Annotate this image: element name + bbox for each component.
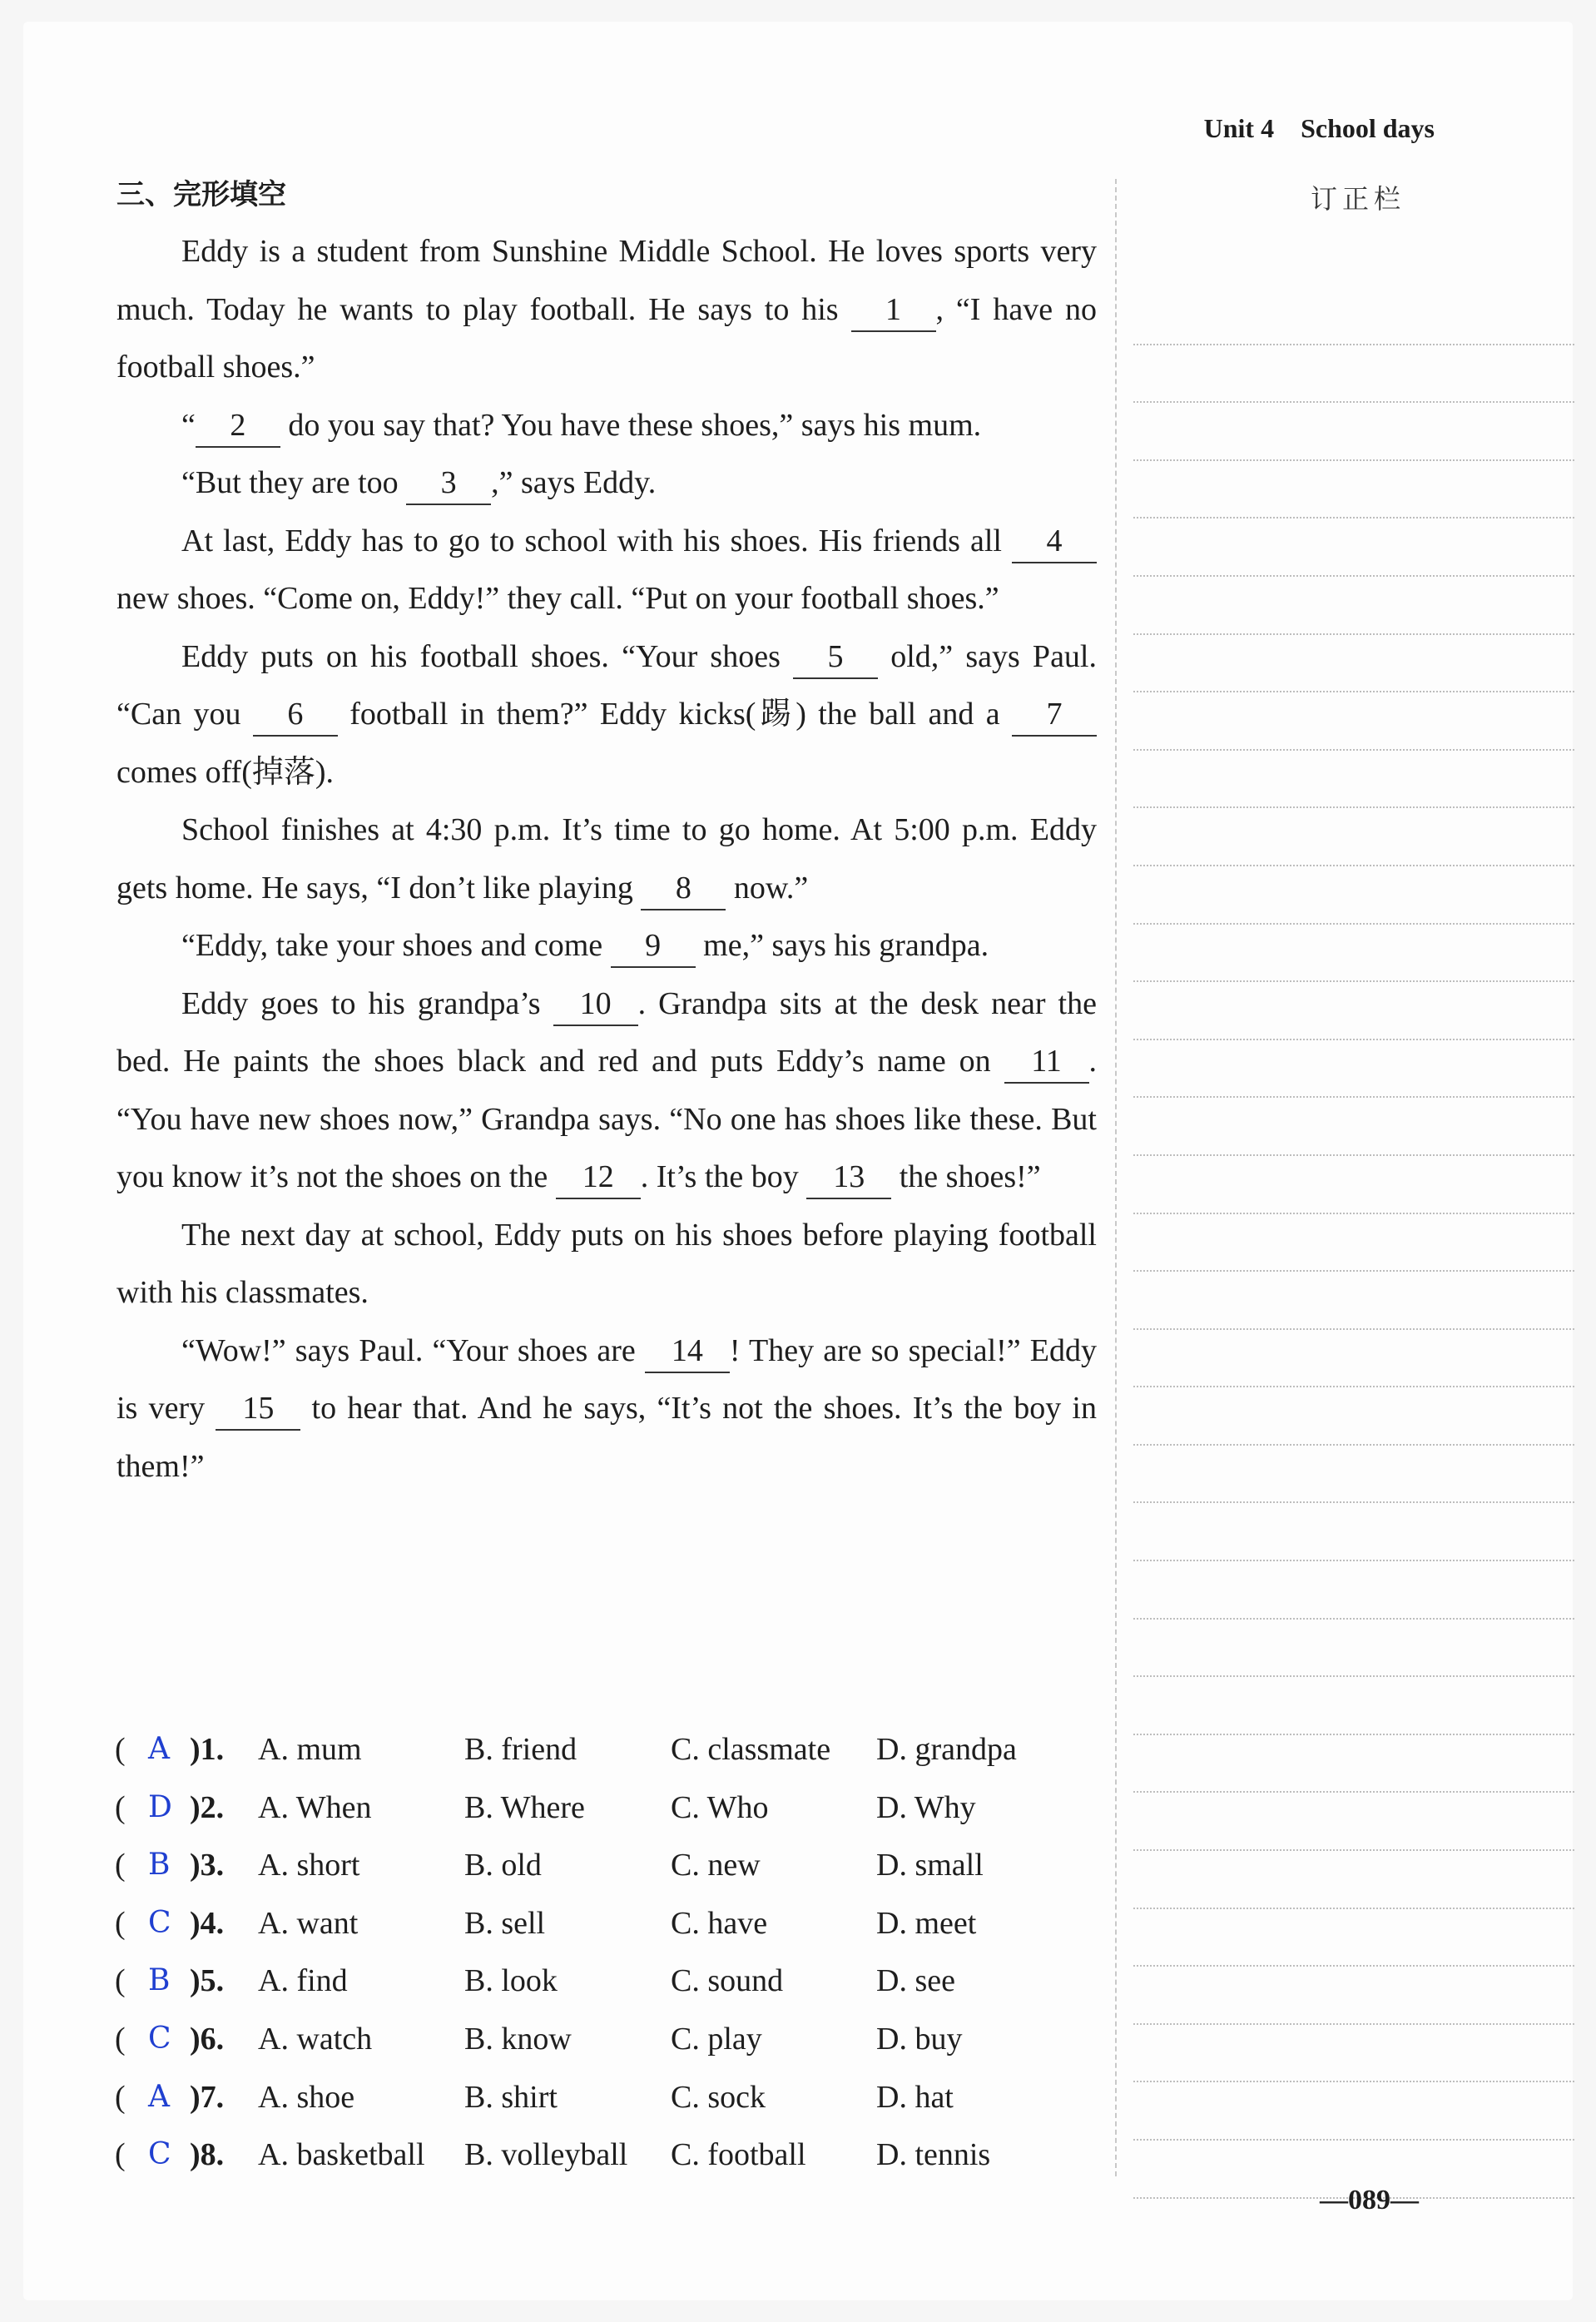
ruled-line <box>1133 287 1574 345</box>
passage-text: ! They are so special!” Eddy is very <box>116 1332 1097 1426</box>
passage-text: football in them?” Eddy kicks(踢) the ball and a <box>337 697 1012 732</box>
passage-text: “ <box>181 407 196 443</box>
unit-label: Unit 4 <box>1203 113 1275 143</box>
option-c: C. sock <box>671 2079 766 2115</box>
option-c: C. classmate <box>671 1732 831 1767</box>
option-b: B. volleyball <box>464 2137 628 2173</box>
unit-title: School days <box>1301 113 1435 143</box>
page-number: —089— <box>1320 2185 1419 2215</box>
option-c: C. Who <box>671 1789 769 1825</box>
answer-mark: C <box>148 2021 171 2056</box>
question-row <box>115 1952 1113 2010</box>
ruled-line <box>1133 692 1574 751</box>
passage-text: , “I have no football shoes.” <box>116 291 1097 385</box>
ruled-line <box>1133 1735 1574 1794</box>
passage-text: ,” says Eddy. <box>491 465 657 500</box>
option-a: A. watch <box>258 2021 373 2057</box>
correction-column-title: 订正栏 <box>1311 183 1406 215</box>
option-b: B. Where <box>464 1789 585 1825</box>
blank-15: 15 <box>216 1387 300 1431</box>
passage-text: . Grandpa sits at the desk near the bed. He paints the shoes black and red and puts Eddy’s name on <box>116 985 1097 1079</box>
passage-paragraph <box>116 397 1097 455</box>
question-number: )5. <box>190 1963 225 1999</box>
ruled-line <box>1133 982 1574 1040</box>
passage-text: “Eddy, take your shoes and come <box>181 928 611 963</box>
option-a: A. mum <box>258 1732 362 1767</box>
question-number: )2. <box>190 1789 225 1825</box>
question-number: )4. <box>190 1905 225 1941</box>
question-row <box>115 1836 1113 1894</box>
ruled-line <box>1133 635 1574 693</box>
answer-bracket: ( <box>115 1905 126 1941</box>
question-row <box>115 2068 1113 2126</box>
passage-text: School finishes at 4:30 p.m. It’s time to go home. At 5:00 p.m. Eddy gets home. He says, “I don’t like playing <box>116 812 1097 905</box>
ruled-line <box>1133 518 1574 577</box>
passage-text: comes off(掉落). <box>116 754 335 790</box>
answer-bracket: ( <box>115 2021 126 2057</box>
option-d: D. tennis <box>876 2137 991 2173</box>
column-divider <box>1115 179 1117 2176</box>
passage-text: me,” says his grandpa. <box>695 928 989 963</box>
passage-paragraph <box>116 513 1097 628</box>
ruled-line <box>1133 1677 1574 1735</box>
blank-11: 11 <box>1004 1040 1089 1084</box>
option-a: A. want <box>258 1905 359 1941</box>
page-header <box>1204 113 1435 144</box>
section-title: 三、完形填空 <box>116 178 286 211</box>
option-a: A. When <box>258 1789 372 1825</box>
answer-mark: B <box>148 1848 171 1883</box>
passage-text: the shoes!” <box>891 1159 1041 1194</box>
option-a: A. find <box>258 1963 348 1999</box>
blank-5: 5 <box>793 636 878 679</box>
question-row <box>115 2126 1113 2184</box>
answer-mark: A <box>148 1732 170 1766</box>
ruled-line <box>1133 461 1574 519</box>
option-b: B. friend <box>464 1732 577 1767</box>
passage-text: do you say that? You have these shoes,” says his mum. <box>280 407 982 443</box>
passage-paragraph <box>116 1207 1097 1322</box>
question-number: )6. <box>190 2021 225 2057</box>
answer-mark: D <box>148 1789 172 1824</box>
ruled-line <box>1133 2025 1574 2083</box>
answer-bracket: ( <box>115 1732 126 1767</box>
question-row <box>115 1779 1113 1837</box>
answer-bracket: ( <box>115 1963 126 1999</box>
option-a: A. basketball <box>258 2137 425 2173</box>
blank-13: 13 <box>806 1156 891 1199</box>
ruled-line <box>1133 1272 1574 1330</box>
option-b: B. look <box>464 1963 558 1999</box>
option-d: D. meet <box>876 1905 977 1941</box>
passage-paragraph <box>116 454 1097 513</box>
ruled-line <box>1133 1620 1574 1678</box>
ruled-line <box>1133 403 1574 461</box>
option-d: D. see <box>876 1963 955 1999</box>
ruled-line <box>1133 577 1574 635</box>
blank-1: 1 <box>851 289 936 332</box>
question-number: )8. <box>190 2137 225 2173</box>
passage-paragraph <box>116 1322 1097 1496</box>
ruled-line <box>1133 866 1574 925</box>
passage-text: now.” <box>726 870 809 905</box>
option-b: B. know <box>464 2021 572 2057</box>
ruled-line <box>1133 2082 1574 2141</box>
ruled-line <box>1133 751 1574 809</box>
blank-12: 12 <box>556 1156 641 1199</box>
answer-mark: C <box>148 1905 171 1940</box>
option-c: C. play <box>671 2021 762 2057</box>
answer-bracket: ( <box>115 1789 126 1825</box>
passage-text: At last, Eddy has to go to school with his shoes. His friends all <box>181 523 1012 558</box>
passage-text: . “You have new shoes now,” Grandpa says. “No one has shoes like these. But you know it’s not the shoes on the <box>116 1044 1097 1194</box>
ruled-line <box>1133 1040 1574 1099</box>
answer-mark: A <box>148 2079 170 2114</box>
ruled-line <box>1133 1156 1574 1214</box>
option-a: A. shoe <box>258 2079 355 2115</box>
passage-text: “Wow!” says Paul. “Your shoes are <box>181 1332 645 1368</box>
option-c: C. sound <box>671 1963 784 1999</box>
passage-text: “But they are too <box>181 465 407 500</box>
passage-text: to hear that. And he says, “It’s not the shoes. It’s the boy in them!” <box>116 1391 1097 1484</box>
cloze-passage <box>116 223 1097 1496</box>
passage-paragraph <box>116 628 1097 802</box>
option-c: C. have <box>671 1905 768 1941</box>
answer-bracket: ( <box>115 2137 126 2173</box>
option-b: B. old <box>464 1848 542 1883</box>
ruled-line <box>1133 808 1574 866</box>
ruled-line <box>1133 1561 1574 1620</box>
option-b: B. shirt <box>464 2079 558 2115</box>
answer-mark: C <box>148 2137 171 2172</box>
option-d: D. grandpa <box>876 1732 1017 1767</box>
blank-9: 9 <box>611 925 696 968</box>
option-d: D. small <box>876 1848 984 1883</box>
ruled-line <box>1133 1214 1574 1273</box>
passage-text: Eddy goes to his grandpa’s <box>181 985 553 1021</box>
ruled-line <box>1133 1098 1574 1156</box>
correction-ruled-lines <box>1133 287 1574 2199</box>
question-number: )7. <box>190 2079 225 2115</box>
option-a: A. short <box>258 1848 360 1883</box>
ruled-line <box>1133 1851 1574 1909</box>
ruled-line <box>1133 1967 1574 2025</box>
passage-paragraph <box>116 917 1097 975</box>
blank-7: 7 <box>1012 693 1097 737</box>
passage-paragraph <box>116 801 1097 917</box>
blank-8: 8 <box>641 867 726 910</box>
passage-text: Eddy puts on his football shoes. “Your shoes <box>181 638 794 674</box>
answer-bracket: ( <box>115 2079 126 2115</box>
passage-text: old,” says Paul. “Can you <box>116 638 1097 732</box>
option-d: D. Why <box>876 1789 976 1825</box>
ruled-line <box>1133 1793 1574 1851</box>
option-b: B. sell <box>464 1905 546 1941</box>
blank-3: 3 <box>406 462 491 505</box>
ruled-line <box>1133 1909 1574 1967</box>
passage-text: Eddy is a student from Sunshine Middle School. He loves sports very much. Today he wants to play football. He says to his <box>116 234 1097 327</box>
passage-text: new shoes. “Come on, Eddy!” they call. “Put on your football shoes.” <box>116 581 999 616</box>
blank-4: 4 <box>1012 520 1097 563</box>
option-c: C. new <box>671 1848 761 1883</box>
passage-text: The next day at school, Eddy puts on his shoes before playing football with his classmates. <box>116 1217 1097 1310</box>
ruled-line <box>1133 1387 1574 1446</box>
ruled-line <box>1133 1503 1574 1561</box>
question-row <box>115 1720 1113 1779</box>
passage-paragraph <box>116 975 1097 1207</box>
question-number: )3. <box>190 1848 225 1883</box>
ruled-line <box>1133 1446 1574 1504</box>
passage-paragraph <box>116 223 1097 397</box>
option-c: C. football <box>671 2137 806 2173</box>
ruled-line <box>1133 925 1574 983</box>
option-d: D. hat <box>876 2079 954 2115</box>
question-row <box>115 2010 1113 2068</box>
answer-bracket: ( <box>115 1848 126 1883</box>
blank-6: 6 <box>253 693 338 737</box>
question-row <box>115 1894 1113 1952</box>
passage-text: . It’s the boy <box>640 1159 807 1194</box>
ruled-line <box>1133 345 1574 404</box>
answer-mark: B <box>148 1963 171 1998</box>
option-d: D. buy <box>876 2021 963 2057</box>
question-list <box>115 1720 1113 2184</box>
blank-10: 10 <box>553 983 638 1026</box>
blank-14: 14 <box>645 1330 730 1373</box>
ruled-line <box>1133 1330 1574 1388</box>
question-number: )1. <box>190 1732 225 1767</box>
blank-2: 2 <box>196 404 280 448</box>
